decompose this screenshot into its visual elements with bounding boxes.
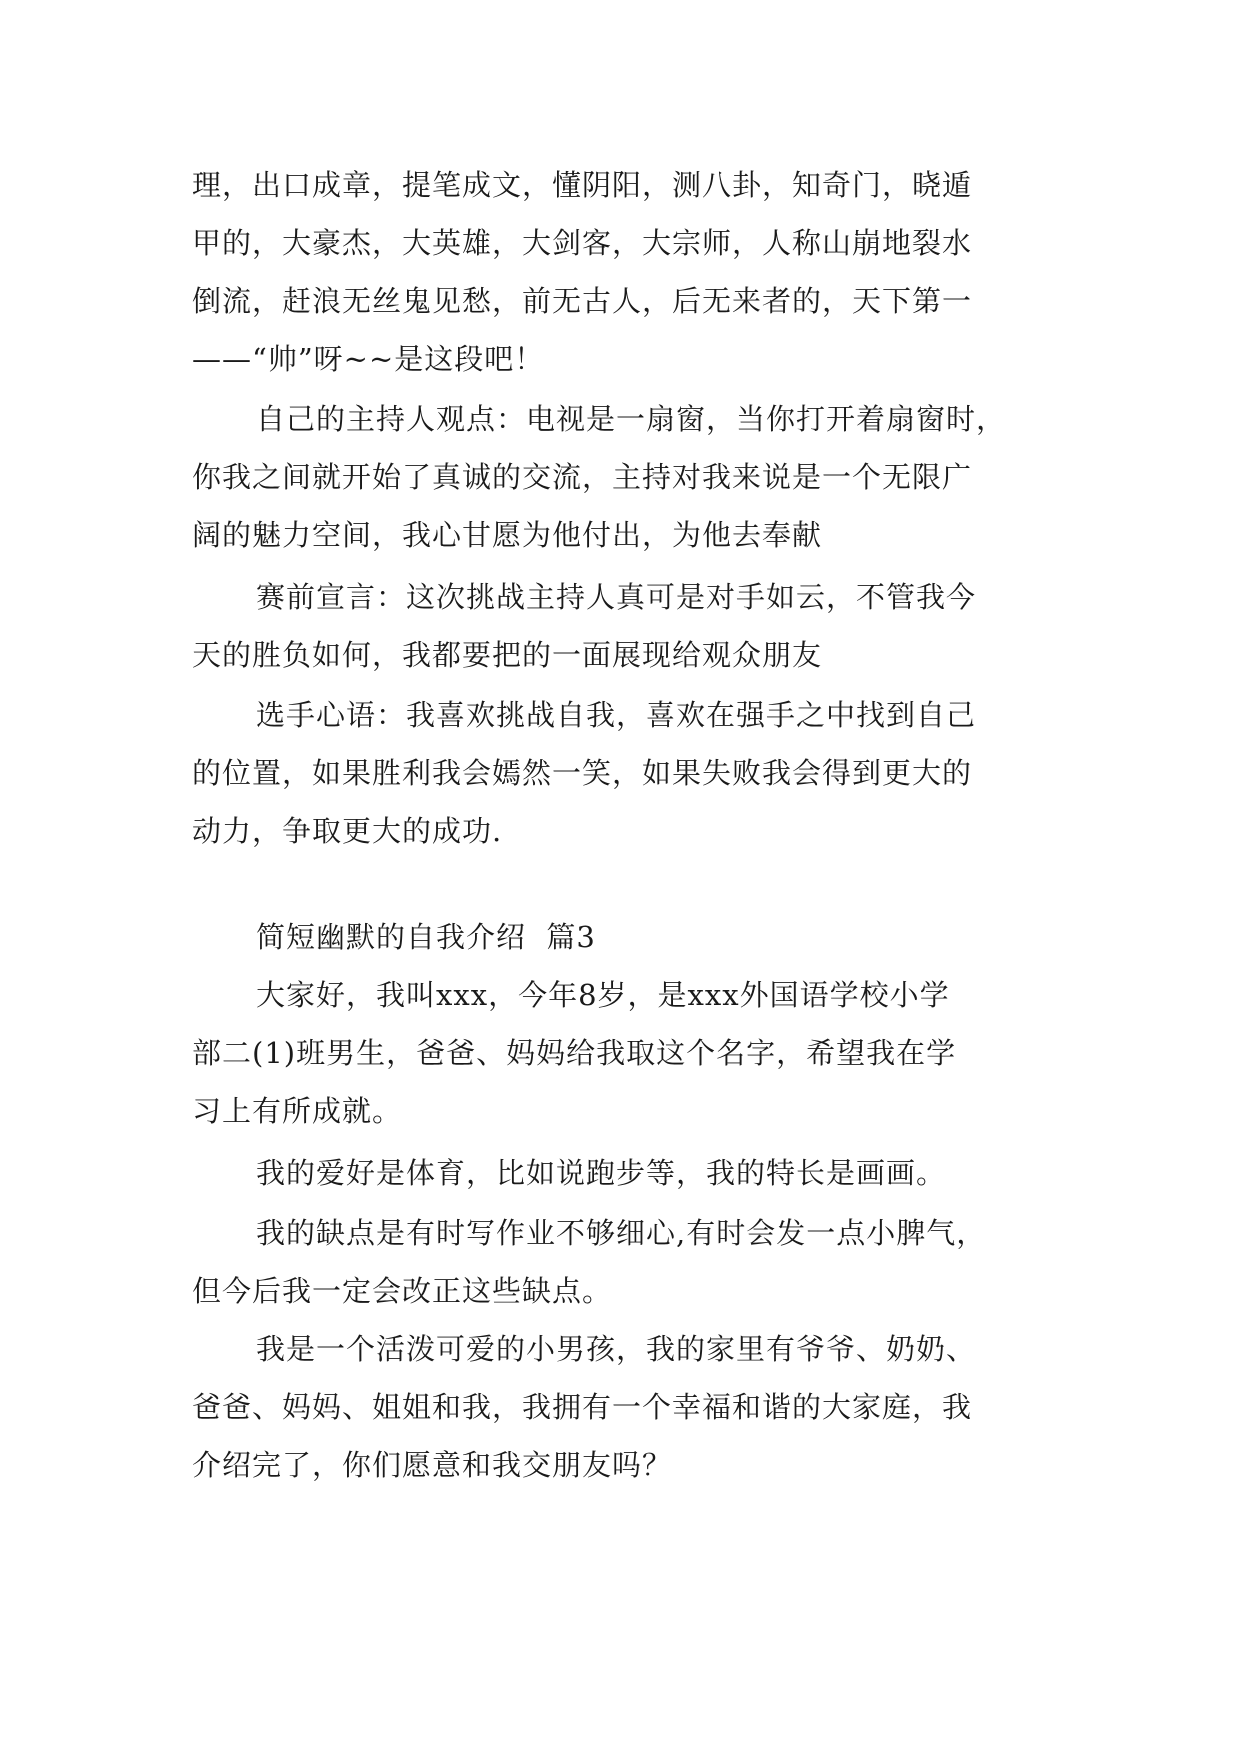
paragraph-continued: 理，出口成章，提笔成文，懂阴阳，测八卦，知奇门，晓遁 甲的，大豪杰，大英雄，大剑客，大宗师，人称山崩地裂水 倒流，赶浪无丝鬼见愁，前无古人，后无来者的，天下第一 ——“帅”呀~~是这段吧！ xyxy=(192,168,973,376)
paragraph-hobbies: 我的爱好是体育，比如说跑步等，我的特长是画画。 xyxy=(256,1156,947,1190)
paragraph-contestant-words: 选手心语：我喜欢挑战自我，喜欢在强手之中找到自己 的位置，如果胜利我会嫣然一笑，如果失败我会得到更大的 动力，争取更大的成功. xyxy=(192,698,977,848)
paragraph-family: 我是一个活泼可爱的小男孩，我的家里有爷爷、奶奶、 爸爸、妈妈、姐姐和我，我拥有一个幸福和谐的大家庭，我 介绍完了，你们愿意和我交朋友吗？ xyxy=(192,1332,977,1482)
paragraph-greeting: 大家好，我叫xxx，今年8岁，是xxx外国语学校小学 部二(1)班男生，爸爸、妈妈给我取这个名字，希望我在学 习上有所成就。 xyxy=(192,978,957,1128)
section-heading: 简短幽默的自我介绍 篇3 xyxy=(256,920,596,954)
paragraph-shortcomings: 我的缺点是有时写作业不够细心,有时会发一点小脾气， 但今后我一定会改正这些缺点。 xyxy=(192,1216,987,1308)
paragraph-host-viewpoint: 自己的主持人观点：电视是一扇窗，当你打开着扇窗时， 你我之间就开始了真诚的交流，主持对我来说是一个无限广 阔的魅力空间，我心甘愿为他付出，为他去奉献 xyxy=(192,402,1007,552)
paragraph-pre-match-declaration: 赛前宣言：这次挑战主持人真可是对手如云，不管我今 天的胜负如何，我都要把的一面展现给观众朋友 xyxy=(192,580,977,672)
